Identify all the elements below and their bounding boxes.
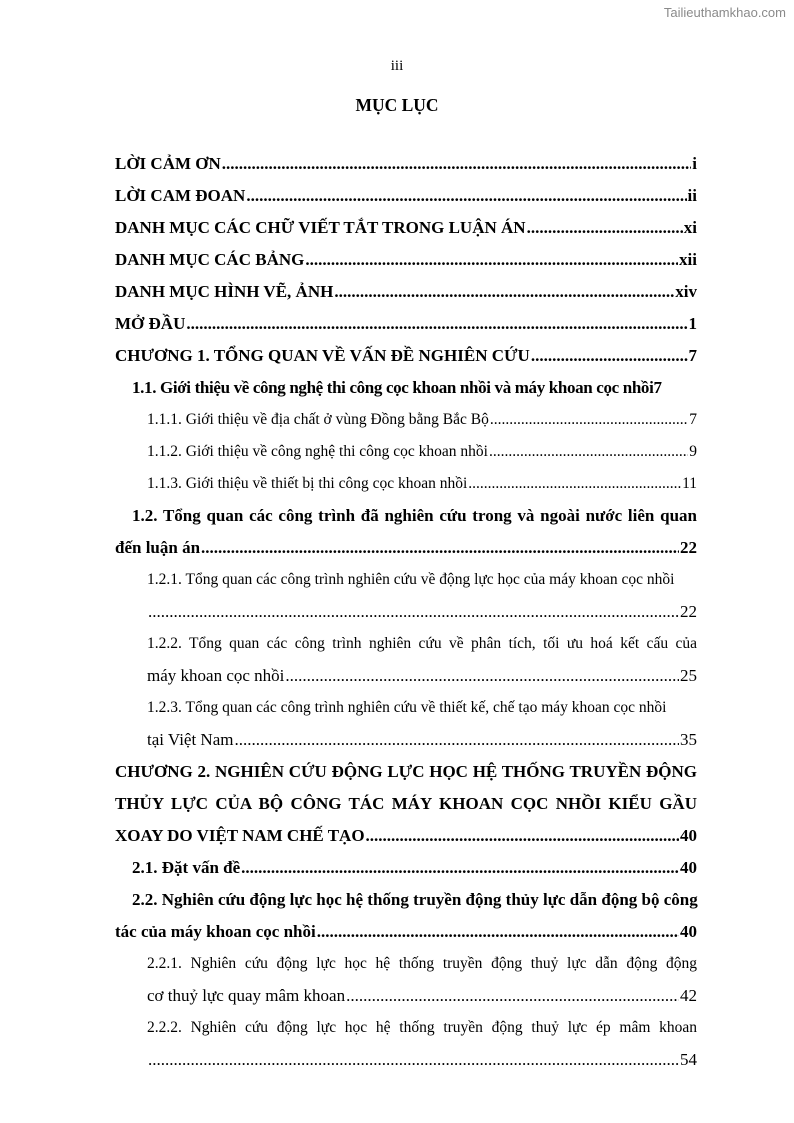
- toc-title: MỤC LỤC: [355, 95, 439, 115]
- toc-entry-continuation: [147, 660, 697, 692]
- toc-entry[interactable]: [115, 1012, 697, 1076]
- toc-entry-label: CHƯƠNG 1. TỔNG QUAN VỀ VẤN ĐỀ NGHIÊN CỨU: [115, 346, 530, 365]
- toc-entry-continuation: [147, 1044, 697, 1076]
- toc-entry-label: 1.1. Giới thiệu về công nghệ thi công cọc khoan nhồi và máy khoan cọc nhồi: [132, 378, 654, 397]
- toc-entry-label: DANH MỤC CÁC CHỮ VIẾT TẮT TRONG LUẬN ÁN: [115, 218, 526, 237]
- toc-entry-page: 40: [680, 858, 697, 877]
- toc-entry-page: ii: [687, 186, 697, 205]
- toc-entry[interactable]: [115, 404, 697, 436]
- leader-dots: [317, 916, 679, 948]
- watermark: Tailieuthamkhao.com: [663, 5, 786, 20]
- toc-entry-label-cont: THỦY LỰC CỦA BỘ CÔNG TÁC MÁY KHOAN CỌC NHỒI KIỂU GẦU: [115, 794, 697, 813]
- toc-entry[interactable]: [115, 756, 697, 852]
- leader-dots: [527, 212, 683, 244]
- leader-dots: [285, 660, 679, 692]
- toc-entry-label: 2.1. Đặt vấn đề: [132, 858, 241, 877]
- toc-entry-continuation: [147, 724, 697, 756]
- leader-dots: [148, 1044, 679, 1076]
- toc-entry-label: LỜI CẢM ƠN: [115, 154, 221, 173]
- leader-dots: [531, 340, 688, 372]
- toc-entry-page: 40: [680, 826, 697, 845]
- toc-entry-page: 54: [680, 1050, 697, 1069]
- toc-entry-label-cont: XOAY DO VIỆT NAM CHẾ TẠO: [115, 826, 365, 845]
- toc-entry[interactable]: [115, 564, 697, 628]
- toc-entry-page: xi: [683, 218, 697, 237]
- toc-entry-page: xii: [679, 250, 697, 269]
- toc-entry[interactable]: [115, 244, 697, 276]
- toc-entry-page: 35: [680, 730, 697, 749]
- toc-entry-continuation: [115, 916, 697, 948]
- toc-entry-label: 1.2.1. Tổng quan các công trình nghiên cứu về động lực học của máy khoan cọc nhồi: [147, 571, 675, 588]
- toc-entry[interactable]: [115, 468, 697, 500]
- toc-entry[interactable]: [115, 276, 697, 308]
- toc-entry-label-cont: tác của máy khoan cọc nhồi: [115, 922, 316, 941]
- toc-entry-label: 1.2. Tổng quan các công trình đã nghiên cứu trong và ngoài nước liên quan: [132, 506, 697, 525]
- toc-entry-label: 1.1.3. Giới thiệu về thiết bị thi công cọc khoan nhồi: [147, 475, 468, 492]
- page-number: iii: [390, 58, 404, 74]
- toc-entry-continuation: [115, 532, 697, 564]
- toc-entry[interactable]: [115, 628, 697, 692]
- toc-entry-label: CHƯƠNG 2. NGHIÊN CỨU ĐỘNG LỰC HỌC HỆ THỐNG TRUYỀN ĐỘNG: [115, 762, 697, 781]
- toc-entry[interactable]: [115, 884, 697, 948]
- toc-entry[interactable]: [115, 148, 697, 180]
- toc-entry-continuation: [147, 980, 697, 1012]
- toc-entry-continuation: [115, 820, 697, 852]
- toc-entry-label: 2.2.1. Nghiên cứu động lực học hệ thống truyền động thuỷ lực dẫn động động: [147, 955, 697, 972]
- table-of-contents: [115, 148, 697, 1076]
- toc-entry[interactable]: [115, 436, 697, 468]
- toc-entry-page: 11: [682, 475, 697, 492]
- toc-entry-page: xiv: [675, 282, 697, 301]
- toc-entry[interactable]: [115, 308, 697, 340]
- toc-entry-label-cont: đến luận án: [115, 538, 201, 557]
- leader-dots: [366, 820, 679, 852]
- leader-dots: [201, 532, 679, 564]
- toc-entry[interactable]: [115, 372, 697, 404]
- toc-entry-label: DANH MỤC HÌNH VẼ, ẢNH: [115, 282, 334, 301]
- toc-entry-label-cont: cơ thuỷ lực quay mâm khoan: [147, 986, 346, 1005]
- toc-entry-label: MỞ ĐẦU: [115, 314, 186, 333]
- leader-dots: [186, 308, 687, 340]
- leader-dots: [305, 244, 678, 276]
- toc-entry-page: i: [692, 154, 697, 173]
- toc-entry-page: 1: [688, 314, 697, 333]
- toc-entry-page: 7: [689, 411, 697, 428]
- toc-entry[interactable]: [115, 180, 697, 212]
- toc-entry-label: 2.2.2. Nghiên cứu động lực học hệ thống truyền động thuỷ lực ép mâm khoan: [147, 1019, 697, 1036]
- toc-entry-label: 1.2.3. Tổng quan các công trình nghiên cứu về thiết kế, chế tạo máy khoan cọc nhồi: [147, 699, 667, 716]
- toc-entry-label: 1.2.2. Tổng quan các công trình nghiên cứu về phân tích, tối ưu hoá kết cấu của: [147, 635, 697, 652]
- leader-dots: [234, 724, 679, 756]
- toc-entry[interactable]: [115, 948, 697, 1012]
- toc-entry-page: 22: [680, 602, 697, 621]
- toc-entry-page: 22: [680, 538, 697, 557]
- toc-entry-page: 40: [680, 922, 697, 941]
- leader-dots: [346, 980, 679, 1012]
- toc-entry-page: 7: [653, 378, 662, 397]
- toc-entry-page: 25: [680, 666, 697, 685]
- leader-dots: [148, 596, 679, 628]
- toc-entry-label-cont: tại Việt Nam: [147, 730, 234, 749]
- toc-entry[interactable]: [115, 692, 697, 756]
- toc-entry-label: LỜI CAM ĐOAN: [115, 186, 246, 205]
- leader-dots: [468, 468, 681, 500]
- toc-entry-label: DANH MỤC CÁC BẢNG: [115, 250, 305, 269]
- toc-entry[interactable]: [115, 500, 697, 564]
- toc-entry[interactable]: [115, 340, 697, 372]
- toc-entry-page: 7: [688, 346, 697, 365]
- leader-dots: [222, 148, 691, 180]
- toc-entry-label: 2.2. Nghiên cứu động lực học hệ thống truyền động thủy lực dẫn động bộ công: [132, 890, 698, 909]
- leader-dots: [334, 276, 674, 308]
- toc-entry[interactable]: [115, 852, 697, 884]
- toc-entry[interactable]: [115, 212, 697, 244]
- toc-entry-page: 9: [689, 443, 697, 460]
- toc-entry-label: 1.1.1. Giới thiệu về địa chất ở vùng Đồng bằng Bắc Bộ: [147, 411, 489, 428]
- leader-dots: [246, 180, 686, 212]
- leader-dots: [489, 436, 688, 468]
- toc-entry-page: 42: [680, 986, 697, 1005]
- toc-entry-continuation: [147, 596, 697, 628]
- leader-dots: [490, 404, 688, 436]
- leader-dots: [241, 852, 679, 884]
- toc-entry-label: 1.1.2. Giới thiệu về công nghệ thi công cọc khoan nhồi: [147, 443, 488, 460]
- toc-entry-label-cont: máy khoan cọc nhồi: [147, 666, 285, 685]
